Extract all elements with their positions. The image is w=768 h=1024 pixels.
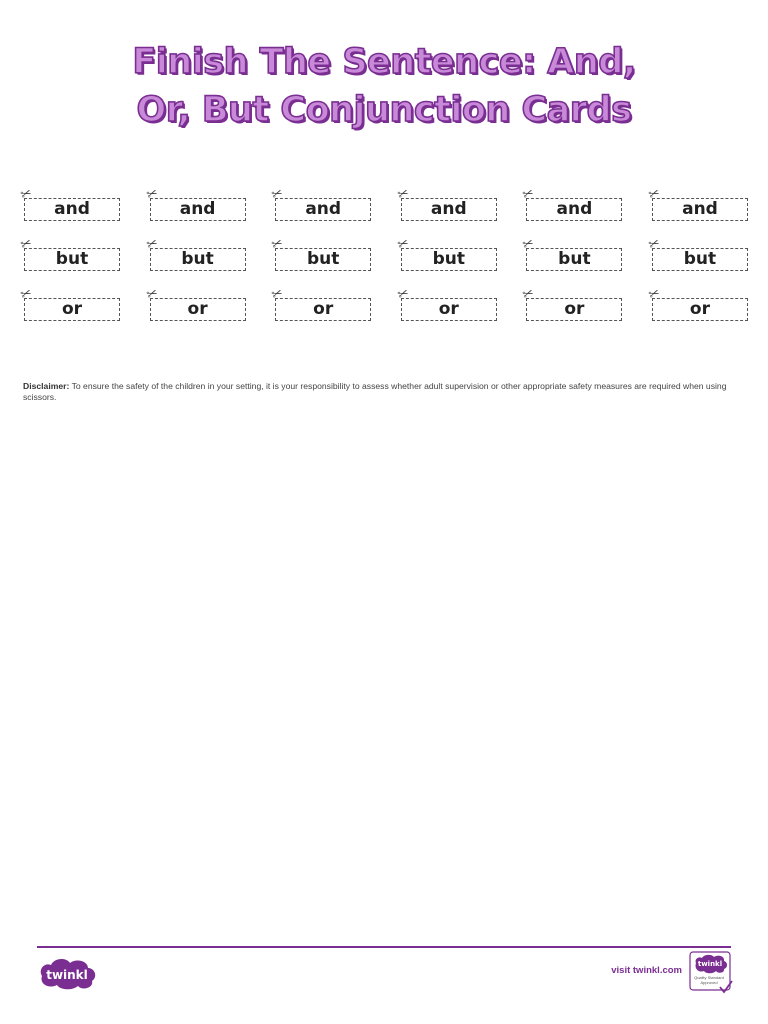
word-card xyxy=(144,235,246,271)
word-card xyxy=(18,235,120,271)
word-card xyxy=(395,185,497,221)
card-word: and xyxy=(430,199,467,219)
scissors-icon: ✂ xyxy=(18,285,35,304)
scissors-icon: ✂ xyxy=(144,185,160,204)
disclaimer-label: Disclaimer: xyxy=(23,381,70,391)
word-card xyxy=(521,285,622,321)
badge-line-2: Approved xyxy=(700,980,718,985)
scissors-icon: ✂ xyxy=(395,185,411,204)
scissors-icon: ✂ xyxy=(646,285,663,304)
word-card xyxy=(646,235,748,271)
card-word: and xyxy=(179,199,216,219)
card-word: or xyxy=(438,299,459,319)
disclaimer xyxy=(23,381,751,403)
scissors-icon: ✂ xyxy=(646,235,663,254)
word-card xyxy=(269,235,371,271)
card-word: but xyxy=(683,249,717,269)
scissors-icon: ✂ xyxy=(269,285,286,304)
scissors-icon: ✂ xyxy=(144,235,160,254)
card-word: or xyxy=(61,299,83,319)
card-word: but xyxy=(181,249,214,269)
card-word: and xyxy=(305,199,342,219)
word-card xyxy=(144,185,246,221)
scissors-icon: ✂ xyxy=(646,185,663,204)
scissors-icon: ✂ xyxy=(18,235,35,254)
card-word: and xyxy=(682,199,718,219)
scissors-icon: ✂ xyxy=(521,185,537,204)
title-line-2: Or, But Conjunction Cards xyxy=(136,90,632,130)
card-word: or xyxy=(187,299,208,319)
word-card xyxy=(395,235,497,271)
scissors-icon: ✂ xyxy=(144,285,160,304)
card-row-but xyxy=(18,235,748,290)
card-word: and xyxy=(556,199,593,219)
card-word: and xyxy=(54,199,90,219)
word-card xyxy=(269,285,371,321)
card-word: but xyxy=(432,249,465,269)
word-card xyxy=(521,185,622,221)
scissors-icon: ✂ xyxy=(18,185,35,204)
word-card xyxy=(269,185,371,221)
twinkl-logo[interactable] xyxy=(36,956,98,990)
logo-text: twinkl xyxy=(46,968,88,982)
disclaimer-text: To ensure the safety of the children in your setting, it is your responsibility to assess whether adult supervision or other appropriate safety measures are required when using scissors. xyxy=(23,381,727,402)
badge-line-1: Quality Standard xyxy=(694,975,724,980)
scissors-icon: ✂ xyxy=(395,285,411,304)
card-word: but xyxy=(558,249,591,269)
card-word: or xyxy=(689,299,710,319)
card-row-or xyxy=(18,285,748,340)
quality-standard-badge xyxy=(689,951,733,995)
visit-link[interactable]: visit twinkl.com xyxy=(611,965,682,976)
word-card xyxy=(395,285,497,321)
card-word: but xyxy=(306,249,340,269)
title-line-1: Finish The Sentence: And, xyxy=(132,42,636,82)
card-word: or xyxy=(564,299,585,319)
scissors-icon: ✂ xyxy=(521,235,537,254)
scissors-icon: ✂ xyxy=(269,235,286,254)
badge-brand: twinkl xyxy=(697,960,723,968)
page-title xyxy=(0,38,768,134)
footer-divider xyxy=(37,946,731,948)
word-card xyxy=(18,285,120,321)
scissors-icon: ✂ xyxy=(269,185,286,204)
word-card xyxy=(646,185,748,221)
word-card xyxy=(18,185,120,221)
scissors-icon: ✂ xyxy=(521,285,537,304)
word-card xyxy=(646,285,748,321)
card-word: but xyxy=(55,249,89,269)
word-card xyxy=(144,285,246,321)
card-word: or xyxy=(313,299,334,319)
card-grid xyxy=(18,185,748,340)
word-card xyxy=(521,235,622,271)
scissors-icon: ✂ xyxy=(395,235,411,254)
card-row-and xyxy=(18,185,748,240)
